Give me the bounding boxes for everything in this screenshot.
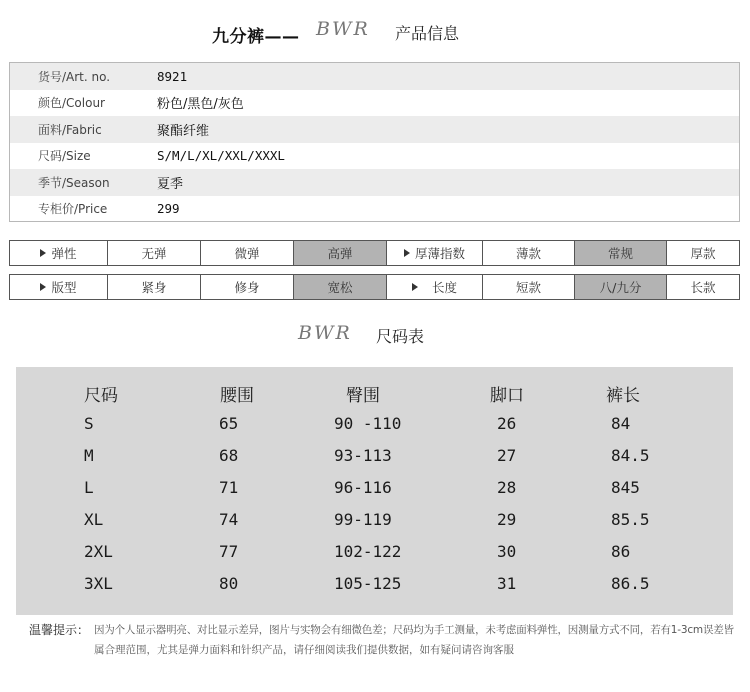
size-chart-table (16, 367, 733, 615)
attr-option-loose-selected: 宽松 (294, 275, 387, 299)
length-cell: 84.5 (611, 446, 650, 465)
size-cell: XL (84, 510, 104, 529)
waist-cell: 71 (219, 478, 239, 497)
hip-cell: 93-113 (334, 446, 392, 465)
size-chart-header-size: 尺码 (84, 386, 118, 406)
size-chart-header-hem: 脚口 (490, 386, 524, 406)
attr-label-elasticity: 弹性 (10, 241, 108, 265)
hem-cell: 30 (497, 542, 517, 561)
attr-option-thin: 薄款 (483, 241, 575, 265)
triangle-right-icon (404, 249, 410, 257)
triangle-right-icon (40, 283, 46, 291)
size-cell: S (84, 414, 94, 433)
hip-cell: 96-116 (334, 478, 392, 497)
hem-cell: 29 (497, 510, 517, 529)
info-row-art-no (10, 63, 739, 90)
attr-option-long: 长款 (690, 280, 716, 295)
info-label: 专柜价/Price (38, 202, 108, 217)
attribute-row-fit-length (9, 274, 740, 300)
info-value: 8921 (157, 68, 188, 84)
attr-label-thickness: 厚薄指数 (387, 241, 483, 265)
waist-cell: 65 (219, 414, 239, 433)
attr-option-high-elastic-selected: 高弹 (294, 241, 387, 265)
info-row-fabric (10, 116, 739, 143)
size-chart-header-waist: 腰围 (220, 386, 254, 406)
length-cell: 86 (611, 542, 631, 561)
info-label: 季节/Season (38, 175, 110, 190)
attr-option-slight-elastic: 微弹 (201, 241, 294, 265)
brand-logo: BWR (316, 18, 370, 40)
info-label: 尺码/Size (38, 149, 91, 164)
size-cell: 2XL (84, 542, 113, 561)
hem-cell: 26 (497, 414, 517, 433)
attr-option-none-elastic: 无弹 (108, 241, 201, 265)
hem-cell: 27 (497, 446, 517, 465)
hip-cell: 105-125 (334, 574, 402, 593)
size-chart-title: 尺码表 (376, 327, 425, 346)
info-row-season (10, 169, 739, 196)
info-value: 聚酯纤维 (157, 123, 210, 139)
size-chart-header-hip: 臀围 (346, 386, 380, 406)
attr-label-fit: 版型 (10, 275, 108, 299)
info-value: 粉色/黑色/灰色 (157, 97, 244, 113)
size-chart-header-length: 裤长 (606, 386, 640, 406)
attr-option-tight: 紧身 (108, 275, 201, 299)
waist-cell: 77 (219, 542, 239, 561)
waist-cell: 68 (219, 446, 239, 465)
hip-cell: 102-122 (334, 542, 402, 561)
info-label: 货号/Art. no. (38, 69, 111, 84)
attr-option-cropped-selected: 八/九分 (575, 275, 667, 299)
info-value: S/M/L/XL/XXL/XXXL (157, 148, 285, 164)
product-info-header (0, 18, 750, 48)
size-cell: L (84, 478, 94, 497)
section-subtitle: 产品信息 (395, 24, 460, 43)
length-cell: 84 (611, 414, 631, 433)
attr-option-regular-selected: 常规 (575, 241, 667, 265)
attr-option-short: 短款 (483, 275, 575, 299)
product-info-table (9, 62, 740, 222)
hip-cell: 90 -110 (334, 414, 402, 433)
attr-option-slim: 修身 (201, 275, 294, 299)
hip-cell: 99-119 (334, 510, 392, 529)
info-row-size (10, 143, 739, 170)
info-row-colour (10, 90, 739, 117)
size-chart-header (0, 322, 750, 346)
attribute-row-elasticity-thickness (9, 240, 740, 266)
length-cell: 86.5 (611, 574, 650, 593)
waist-cell: 74 (219, 510, 239, 529)
product-title: 九分裤—— (212, 27, 300, 47)
attr-option-thick: 厚款 (690, 246, 716, 261)
info-label: 面料/Fabric (38, 122, 102, 137)
info-value: 夏季 (157, 176, 184, 192)
triangle-right-icon (40, 249, 46, 257)
length-cell: 845 (611, 478, 640, 497)
tips-label: 温馨提示： (29, 623, 90, 637)
size-cell: M (84, 446, 94, 465)
length-cell: 85.5 (611, 510, 650, 529)
hem-cell: 28 (497, 478, 517, 497)
brand-logo: BWR (298, 322, 352, 344)
waist-cell: 80 (219, 574, 239, 593)
tips-line-1: 因为个人显示器明亮、对比显示差异，图片与实物会有细微色差；尺码均为手工测量，未考虑面料弹性，因测量方式不同，若有1-3cm误差皆 (94, 624, 734, 636)
tips-line-2: 属合理范围，尤其是弹力面料和针织产品，请仔细阅读我们提供数据，如有疑问请咨询客服 (94, 644, 514, 656)
info-label: 颜色/Colour (38, 96, 105, 111)
hem-cell: 31 (497, 574, 517, 593)
size-cell: 3XL (84, 574, 113, 593)
triangle-right-icon (412, 283, 418, 291)
attr-label-length: 长度 (387, 275, 483, 299)
info-row-price (10, 196, 739, 223)
info-value: 299 (157, 201, 180, 217)
